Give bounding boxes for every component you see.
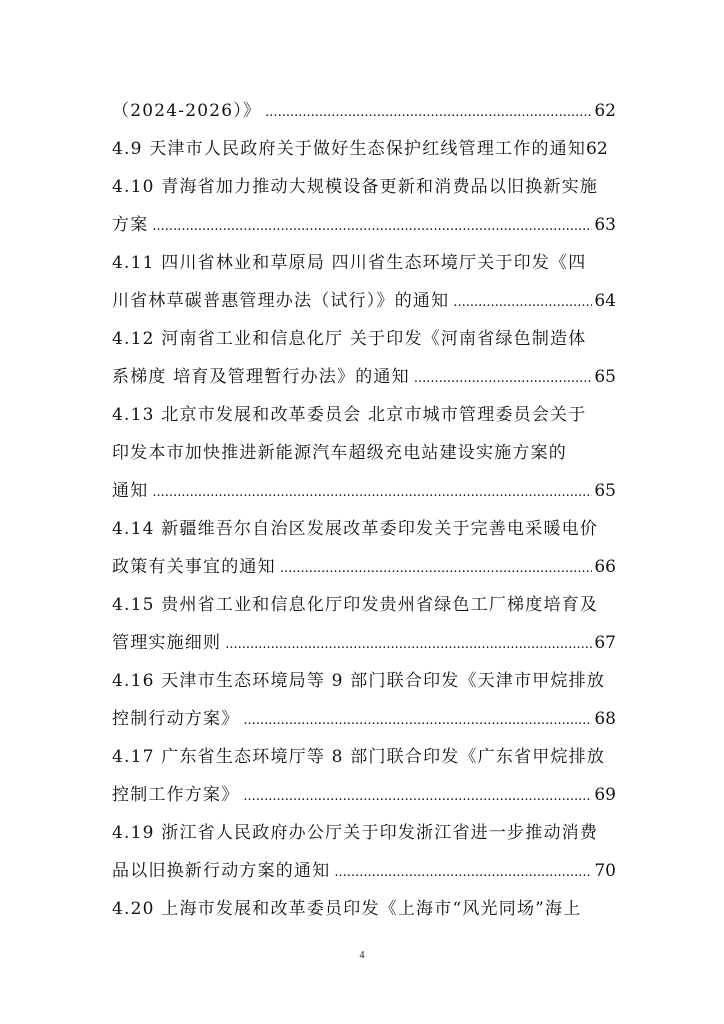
toc-page-number: 64 [594, 291, 616, 311]
dot-leader [243, 778, 592, 814]
toc-entry-text: 4.14 新疆维吾尔自治区发展改革委印发关于完善电采暖电价 [112, 519, 599, 539]
toc-line[interactable] [112, 282, 616, 320]
toc-page-number: 65 [594, 481, 616, 501]
toc-line[interactable] [112, 700, 616, 738]
toc-page-number: 62 [594, 101, 616, 121]
toc-line[interactable] [112, 548, 616, 586]
dot-leader [414, 360, 593, 396]
toc-line[interactable] [112, 852, 616, 890]
toc-line[interactable] [112, 814, 616, 852]
toc-entry-text: 4.10 青海省加力推动大规模设备更新和消费品以旧换新实施 [112, 177, 599, 197]
toc-page-number: 66 [594, 557, 616, 577]
toc-line[interactable] [112, 358, 616, 396]
toc-line[interactable] [112, 168, 616, 206]
toc-entry-text: 控制工作方案》 [112, 785, 240, 805]
toc-line[interactable] [112, 776, 616, 814]
dot-leader [334, 854, 592, 890]
toc-line[interactable] [112, 890, 616, 928]
dot-leader [453, 284, 592, 320]
toc-entry-text: 4.19 浙江省人民政府办公厅关于印发浙江省进一步推动消费 [112, 823, 599, 843]
toc-entry-text: 品以旧换新行动方案的通知 [112, 861, 331, 881]
table-of-contents [112, 92, 616, 928]
toc-entry-text: 4.12 河南省工业和信息化厅 关于印发《河南省绿色制造体 [112, 329, 587, 349]
toc-line[interactable] [112, 624, 616, 662]
toc-entry-text: 方案 [112, 215, 149, 235]
toc-line[interactable] [112, 586, 616, 624]
toc-line[interactable] [112, 662, 616, 700]
toc-line[interactable] [112, 472, 616, 510]
dot-leader [265, 94, 592, 130]
toc-entry-text: 4.17 广东省生态环境厅等 8 部门联合印发《广东省甲烷排放 [112, 747, 606, 767]
dot-leader [152, 474, 592, 510]
toc-line[interactable] [112, 434, 616, 472]
toc-entry-text: 控制行动方案》 [112, 709, 240, 729]
toc-line[interactable] [112, 92, 616, 130]
toc-line[interactable] [112, 320, 616, 358]
toc-entry-text: 通知 [112, 481, 149, 501]
toc-entry-text: 印发本市加快推进新能源汽车超级充电站建设实施方案的 [112, 443, 567, 463]
toc-line[interactable] [112, 206, 616, 244]
toc-line[interactable] [112, 510, 616, 548]
toc-entry-text: 4.13 北京市发展和改革委员会 北京市城市管理委员会关于 [112, 405, 587, 425]
toc-page-number: 63 [594, 215, 616, 235]
toc-entry-text: 4.9 天津市人民政府关于做好生态保护红线管理工作的通知 [112, 139, 587, 159]
toc-entry-text: 系梯度 培育及管理暂行办法》的通知 [112, 367, 410, 387]
dot-leader [243, 702, 592, 738]
toc-page-number: 68 [594, 709, 616, 729]
page-number: 4 [359, 950, 365, 961]
toc-page-number: 67 [594, 633, 616, 653]
toc-entry-text: 川省林草碳普惠管理办法（试行）》的通知 [112, 291, 450, 311]
toc-line[interactable] [112, 130, 616, 168]
toc-line[interactable] [112, 244, 616, 282]
toc-page-number: 70 [594, 861, 616, 881]
toc-line[interactable] [112, 738, 616, 776]
dot-leader [225, 626, 592, 662]
toc-entry-text: 4.16 天津市生态环境局等 9 部门联合印发《天津市甲烷排放 [112, 671, 606, 691]
toc-page-number: 62 [586, 139, 608, 159]
toc-entry-text: 4.11 四川省林业和草原局 四川省生态环境厅关于印发《四 [112, 253, 587, 273]
toc-entry-text: （2024-2026）》 [112, 101, 262, 121]
toc-entry-text: 管理实施细则 [112, 633, 222, 653]
dot-leader [280, 550, 593, 586]
toc-page-number: 65 [594, 367, 616, 387]
toc-entry-text: 4.15 贵州省工业和信息化厅印发贵州省绿色工厂梯度培育及 [112, 595, 599, 615]
toc-line[interactable] [112, 396, 616, 434]
toc-page-number: 69 [594, 785, 616, 805]
dot-leader [152, 208, 592, 244]
toc-entry-text: 政策有关事宜的通知 [112, 557, 276, 577]
toc-entry-text: 4.20 上海市发展和改革委员印发《上海市“风光同场”海上 [112, 899, 582, 919]
